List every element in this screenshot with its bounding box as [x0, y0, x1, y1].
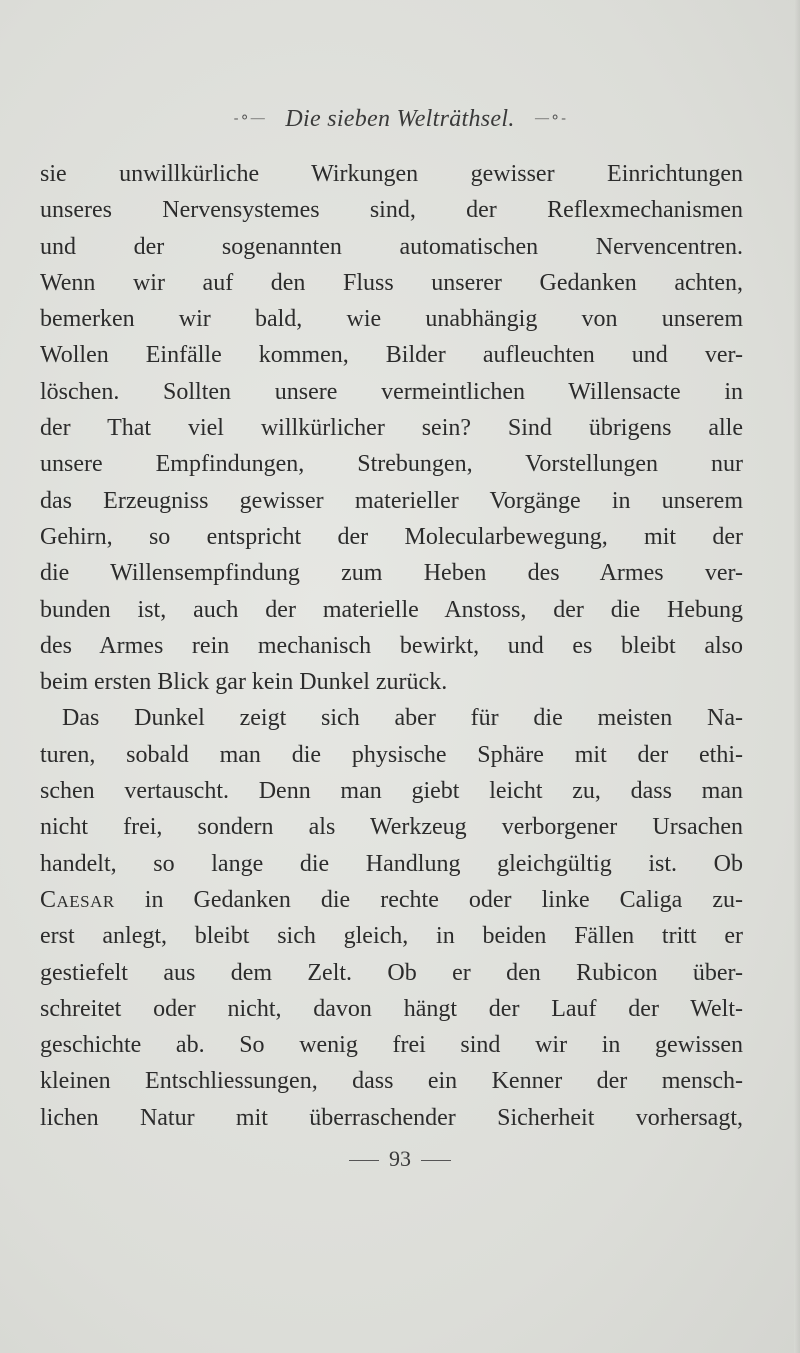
text-line: die Willensempfindung zum Heben des Armes ver-: [40, 560, 743, 587]
text-line: und der sogenannten automatischen Nervencentren.: [40, 233, 743, 260]
text-line: Gehirn, so entspricht der Molecularbewegung, mit der: [40, 523, 743, 550]
text-line: schreitet oder nicht, davon hängt der Lauf der Welt-: [40, 995, 743, 1022]
text-line: geschichte ab. So wenig frei sind wir in gewissen: [40, 1032, 743, 1059]
running-title: Die sieben Welträthsel.: [285, 106, 515, 132]
folio-dash-right: [421, 1160, 451, 1161]
text-line: unseres Nervensystemes sind, der Reflexmechanismen: [40, 197, 743, 224]
text-line-rest: in Gedanken die rechte oder linke Caliga zu-: [114, 886, 743, 913]
text-line: gestiefelt aus dem Zelt. Ob er den Rubicon über-: [40, 959, 743, 986]
text-line: Das Dunkel zeigt sich aber für die meisten Na-: [62, 705, 743, 732]
text-line: nicht frei, sondern als Werkzeug verborgener Ursachen: [40, 814, 743, 841]
text-line: unsere Empfindungen, Strebungen, Vorstellungen nur: [40, 451, 743, 478]
text-line: das Erzeugniss gewisser materieller Vorgänge in unserem: [40, 487, 743, 514]
text-line: kleinen Entschliessungen, dass ein Kenner der mensch-: [40, 1068, 743, 1095]
text-line: handelt, so lange die Handlung gleichgültig ist. Ob: [40, 850, 743, 877]
text-line: sie unwillkürliche Wirkungen gewisser Einrichtungen: [40, 161, 743, 187]
text-line: beim ersten Blick gar kein Dunkel zurück.: [40, 669, 448, 696]
header-ornament-left: -⚬—: [233, 110, 266, 126]
text-line: der That viel willkürlicher sein? Sind übrigens alle: [40, 415, 743, 442]
text-line: bunden ist, auch der materielle Anstoss, der die Hebung: [40, 596, 743, 623]
header-ornament-right: —⚬-: [534, 110, 567, 126]
page-number-footer: [0, 1146, 800, 1172]
page-number: 93: [389, 1146, 411, 1171]
text-line: [40, 882, 743, 918]
text-line: löschen. Sollten unsere vermeintlichen Willensacte in: [40, 378, 743, 405]
text-line: erst anlegt, bleibt sich gleich, in beiden Fällen tritt er: [40, 923, 743, 950]
running-header: [0, 106, 800, 133]
text-line: turen, sobald man die physische Sphäre mit der ethi-: [40, 741, 743, 768]
text-line: lichen Natur mit überraschender Sicherheit vorhersagt,: [40, 1104, 743, 1131]
body-text: [40, 156, 743, 1136]
text-line: des Armes rein mechanisch bewirkt, und es bleibt also: [40, 632, 743, 659]
text-line: bemerken wir bald, wie unabhängig von unserem: [40, 306, 743, 333]
folio-dash-left: [349, 1160, 379, 1161]
text-line: Wollen Einfälle kommen, Bilder aufleuchten und ver-: [40, 342, 743, 369]
text-line: Wenn wir auf den Fluss unserer Gedanken achten,: [40, 269, 743, 296]
text-line: schen vertauscht. Denn man giebt leicht zu, dass man: [40, 778, 743, 805]
person-name-caesar: Caesar: [40, 886, 115, 913]
